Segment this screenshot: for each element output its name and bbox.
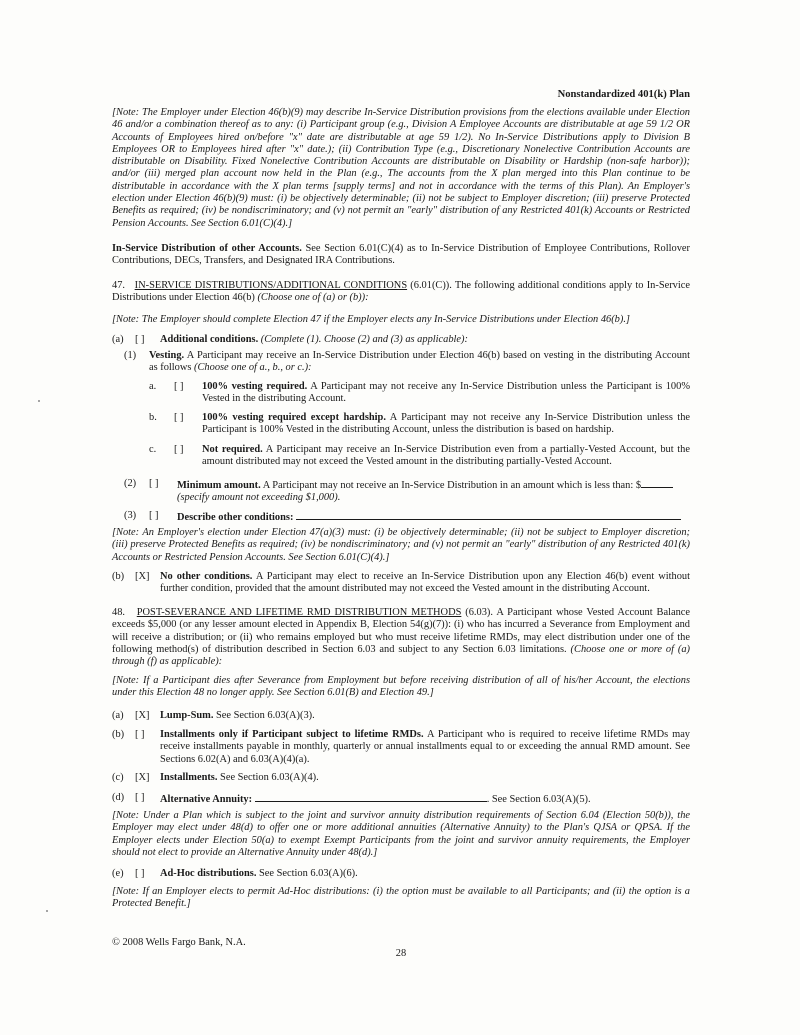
option-47a-checkbox[interactable]: [ ] <box>135 334 145 345</box>
option-47a-instr: (Complete (1). Choose (2) and (3) as applicable): <box>258 334 468 345</box>
option-47a <box>112 334 690 346</box>
option-47a1b-label: b. <box>149 412 157 423</box>
option-47a2-label: (2) <box>124 478 137 489</box>
option-48a-checkbox[interactable]: [X] <box>135 710 150 721</box>
option-47a1a <box>149 381 690 406</box>
note-election-47a3: [Note: An Employer's election under Election 47(a)(3) must: (i) be objectively determinable; (ii) not be subject to Employer discretion; (iii) preserve Protected Benefits as required; (iv) be nondiscriminatory; and (v) not permit an "early" distribution of any Restricted 401(k) Accounts or Restricted Pension Accounts. See Section 6.01(C)(4).] <box>112 527 690 563</box>
option-48a-label: (a) <box>112 710 124 721</box>
option-47a1a-checkbox[interactable]: [ ] <box>174 381 184 392</box>
option-48b-text: A Participant who is required to receive lifetime RMDs may receive installments payable in monthly, quarterly or annual installments equal to or exceeding the annual RMD amount. See Sections 6.02(A) and 6.03(A)(4)(a). <box>160 729 691 765</box>
option-47a3-checkbox[interactable]: [ ] <box>149 510 159 521</box>
note-election-48d: [Note: Under a Plan which is subject to the joint and survivor annuity distribution requirements of Section 6.04 (Election 50(b)), the Employer may elect under 48(d) to offer one or more additional annuities (Alternative Annuity) to the Plan's QJSA or QPSA. If the Employer elects under Election 50(a) to exempt Exempt Participants from the joint and survivor annuity requirements, the Employer should not elect to provide an Alternative Annuity under 48(d).] <box>112 810 690 858</box>
option-48c-label: (c) <box>112 772 124 783</box>
option-48a-heading: Lump-Sum. <box>160 710 214 721</box>
option-47a3-label: (3) <box>124 510 137 521</box>
option-48b <box>112 729 690 766</box>
option-48e-heading: Ad-Hoc distributions. <box>160 868 257 879</box>
section-47-ref: (6.01(C)). <box>407 280 452 291</box>
option-47a1b-text: A Participant may not receive any In-Service Distribution unless the Participant is 100% Vested in the distributing Account, unless the distribution is based on hardship. <box>202 412 690 436</box>
option-47a-label: (a) <box>112 334 124 345</box>
option-48b-checkbox[interactable]: [ ] <box>135 729 145 740</box>
option-47a3 <box>124 510 690 524</box>
section-47-intro <box>112 280 690 305</box>
option-47a2-instr: (specify amount not exceeding $1,000). <box>177 492 341 504</box>
section-48-note: [Note: If a Participant dies after Severance from Employment but before receiving distribution of all of his/her Account, the elections under this Election 48 no longer apply. See Section 6.01(B) and Election 49.] <box>112 675 690 699</box>
alternative-annuity-field[interactable] <box>255 792 487 802</box>
option-48e-checkbox[interactable]: [ ] <box>135 868 145 879</box>
note-election-46b9: [Note: The Employer under Election 46(b)(9) may describe In-Service Distribution provisions from the elections available under Election 46 and/or a combination thereof as to any: (i) Participant group (e.g., Division A Employee Accounts are distributable at age 59 1/2 OR Accounts of Employees hired on/before "x" date are distributable at age 59 1/2). No In-Service Distributions apply to Division B Employees OR to Employees hired after "x" date.); (ii) Contribution Type (e.g., Discretionary Nonelective Contribution Accounts are distributable on Disability. Fixed Nonelective Contribution Accounts are distributable on Disability or Hardship (non-safe harbor)); and/or (iii) merged plan account now held in the Plan (e.g., The accounts from the X plan merged into this Plan continue to be distributable in accordance with the X plan terms [supply terms] and not in accordance with the terms of this Plan). An Employer's election under Election 46(b)(9) must: (i) be objectively determinable; (ii) not be subject to Employer discretion; (iii) preserve Protected Benefits as required; (iv) be nondiscriminatory; and (v) not permit an "early" distribution of any Restricted 401(k) Accounts or Restricted Pension Accounts. See Section 6.01(C)(4).] <box>112 107 690 229</box>
option-48d-heading: Alternative Annuity: <box>160 794 253 805</box>
option-47a1a-heading: 100% vesting required. <box>202 381 308 392</box>
scan-speck <box>46 910 48 912</box>
page-header-title: Nonstandardized 401(k) Plan <box>557 89 690 100</box>
note-election-48e: [Note: If an Employer elects to permit Ad-Hoc distributions: (i) the option must be available to all Participants; and (ii) the option is a Protected Benefit.] <box>112 886 690 910</box>
option-47a1b <box>149 412 690 437</box>
option-47b-text: A Participant may elect to receive an In-Service Distribution upon any Election 46(b) event without further condition, provided that the amount distributed may not exceed the Vested amount in the distributing Account. <box>160 571 690 595</box>
section-48-ref: (6.03). <box>461 607 493 618</box>
option-48c <box>112 772 690 784</box>
option-47a1-heading: Vesting. <box>149 350 185 361</box>
option-47b <box>112 571 690 596</box>
option-47a3-heading: Describe other conditions: <box>177 512 294 523</box>
option-47a1a-text: A Participant may not receive any In-Service Distribution unless the Participant is 100% Vested in the distributing Account. <box>202 381 690 405</box>
option-47a2-checkbox[interactable]: [ ] <box>149 478 159 489</box>
section-47-title: IN-SERVICE DISTRIBUTIONS/ADDITIONAL CONDITIONS <box>134 280 408 291</box>
section-47-number: 47. <box>112 280 125 291</box>
section-47-note: [Note: The Employer should complete Election 47 if the Employer elects any In-Service Distributions under Election 46(b).] <box>112 314 630 325</box>
option-48d <box>112 792 690 806</box>
option-47a1-label: (1) <box>124 350 137 361</box>
option-47a2-text: A Participant may not receive an In-Service Distribution in an amount which is less than: $ <box>260 480 642 491</box>
option-47b-heading: No other conditions. <box>160 571 253 582</box>
scan-speck <box>38 400 40 402</box>
option-47a1 <box>124 350 690 375</box>
option-47a1b-heading: 100% vesting required except hardship. <box>202 412 386 423</box>
option-47a1c-text: A Participant may receive an In-Service Distribution even from a partially-Vested Account, but the amount distributed may not exceed the Vested amount in the distributing partially-Vested Account. <box>202 444 690 468</box>
section-48-intro <box>112 607 690 668</box>
option-48c-text: See Section 6.03(A)(4). <box>217 772 319 783</box>
option-48e-text: See Section 6.03(A)(6). <box>256 868 358 879</box>
inservice-other-heading: In-Service Distribution of other Accounts. <box>112 243 302 254</box>
minimum-amount-field[interactable] <box>641 478 673 488</box>
option-47b-checkbox[interactable]: [X] <box>135 571 150 582</box>
option-47b-label: (b) <box>112 571 125 582</box>
option-48d-checkbox[interactable]: [ ] <box>135 792 145 803</box>
option-47a2 <box>124 478 690 505</box>
option-47a1c-heading: Not required. <box>202 444 263 455</box>
option-48b-label: (b) <box>112 729 125 740</box>
section-48-title: POST-SEVERANCE AND LIFETIME RMD DISTRIBUTION METHODS <box>136 607 462 618</box>
option-48d-label: (d) <box>112 792 125 803</box>
footer-copyright: © 2008 Wells Fargo Bank, N.A. <box>112 937 246 948</box>
option-48a-text: See Section 6.03(A)(3). <box>213 710 315 721</box>
other-conditions-field[interactable] <box>296 510 681 520</box>
section-48-text: A Participant whose Vested Account Balance exceeds $5,000 (or any lesser amount elected in Appendix B, Election 54(g)(7)): (i) who has incurred a Severance from Employment and will receive a distribution; or (ii) who remains employed but who must receive lifetime RMDs, may elect distribution under one of the following method(s) of distribution described in Section 6.03 and subject to any Section 6.03 limitations. <box>112 607 691 655</box>
option-48e-label: (e) <box>112 868 124 879</box>
option-48e <box>112 868 690 880</box>
option-47a1-text: A Participant may receive an In-Service Distribution under Election 46(b) based on vesting in the distributing Account as follows <box>149 350 690 374</box>
option-48d-text: . See Section 6.03(A)(5). <box>486 794 591 805</box>
option-47a-heading: Additional conditions. <box>160 334 259 345</box>
option-47a1b-checkbox[interactable]: [ ] <box>174 412 184 423</box>
inservice-other-text: See Section 6.01(C)(4) as to In-Service Distribution of Employee Contributions, Rollover Contributions, DECs, Transfers, and Designated IRA Contributions. <box>112 243 690 267</box>
section-47-text: The following additional conditions apply to In-Service Distributions under Election 46(b) <box>112 280 690 304</box>
option-47a1c-checkbox[interactable]: [ ] <box>174 444 184 455</box>
inservice-other-accounts <box>112 243 690 268</box>
option-47a1a-label: a. <box>149 381 157 392</box>
option-48a <box>112 710 690 722</box>
option-48c-checkbox[interactable]: [X] <box>135 772 150 783</box>
option-47a1-instr: (Choose one of a., b., or c.): <box>194 362 312 374</box>
option-47a1c <box>149 444 690 469</box>
option-48b-heading: Installments only if Participant subject to lifetime RMDs. <box>160 729 424 740</box>
option-48c-heading: Installments. <box>160 772 218 783</box>
section-48-number: 48. <box>112 607 125 618</box>
option-47a2-heading: Minimum amount. <box>177 480 261 491</box>
section-47-choose: (Choose one of (a) or (b)): <box>257 292 369 304</box>
section-48-choose: (Choose one or more of (a) through (f) as applicable): <box>112 643 691 668</box>
page-number: 28 <box>395 948 407 959</box>
option-47a1c-label: c. <box>149 444 157 455</box>
